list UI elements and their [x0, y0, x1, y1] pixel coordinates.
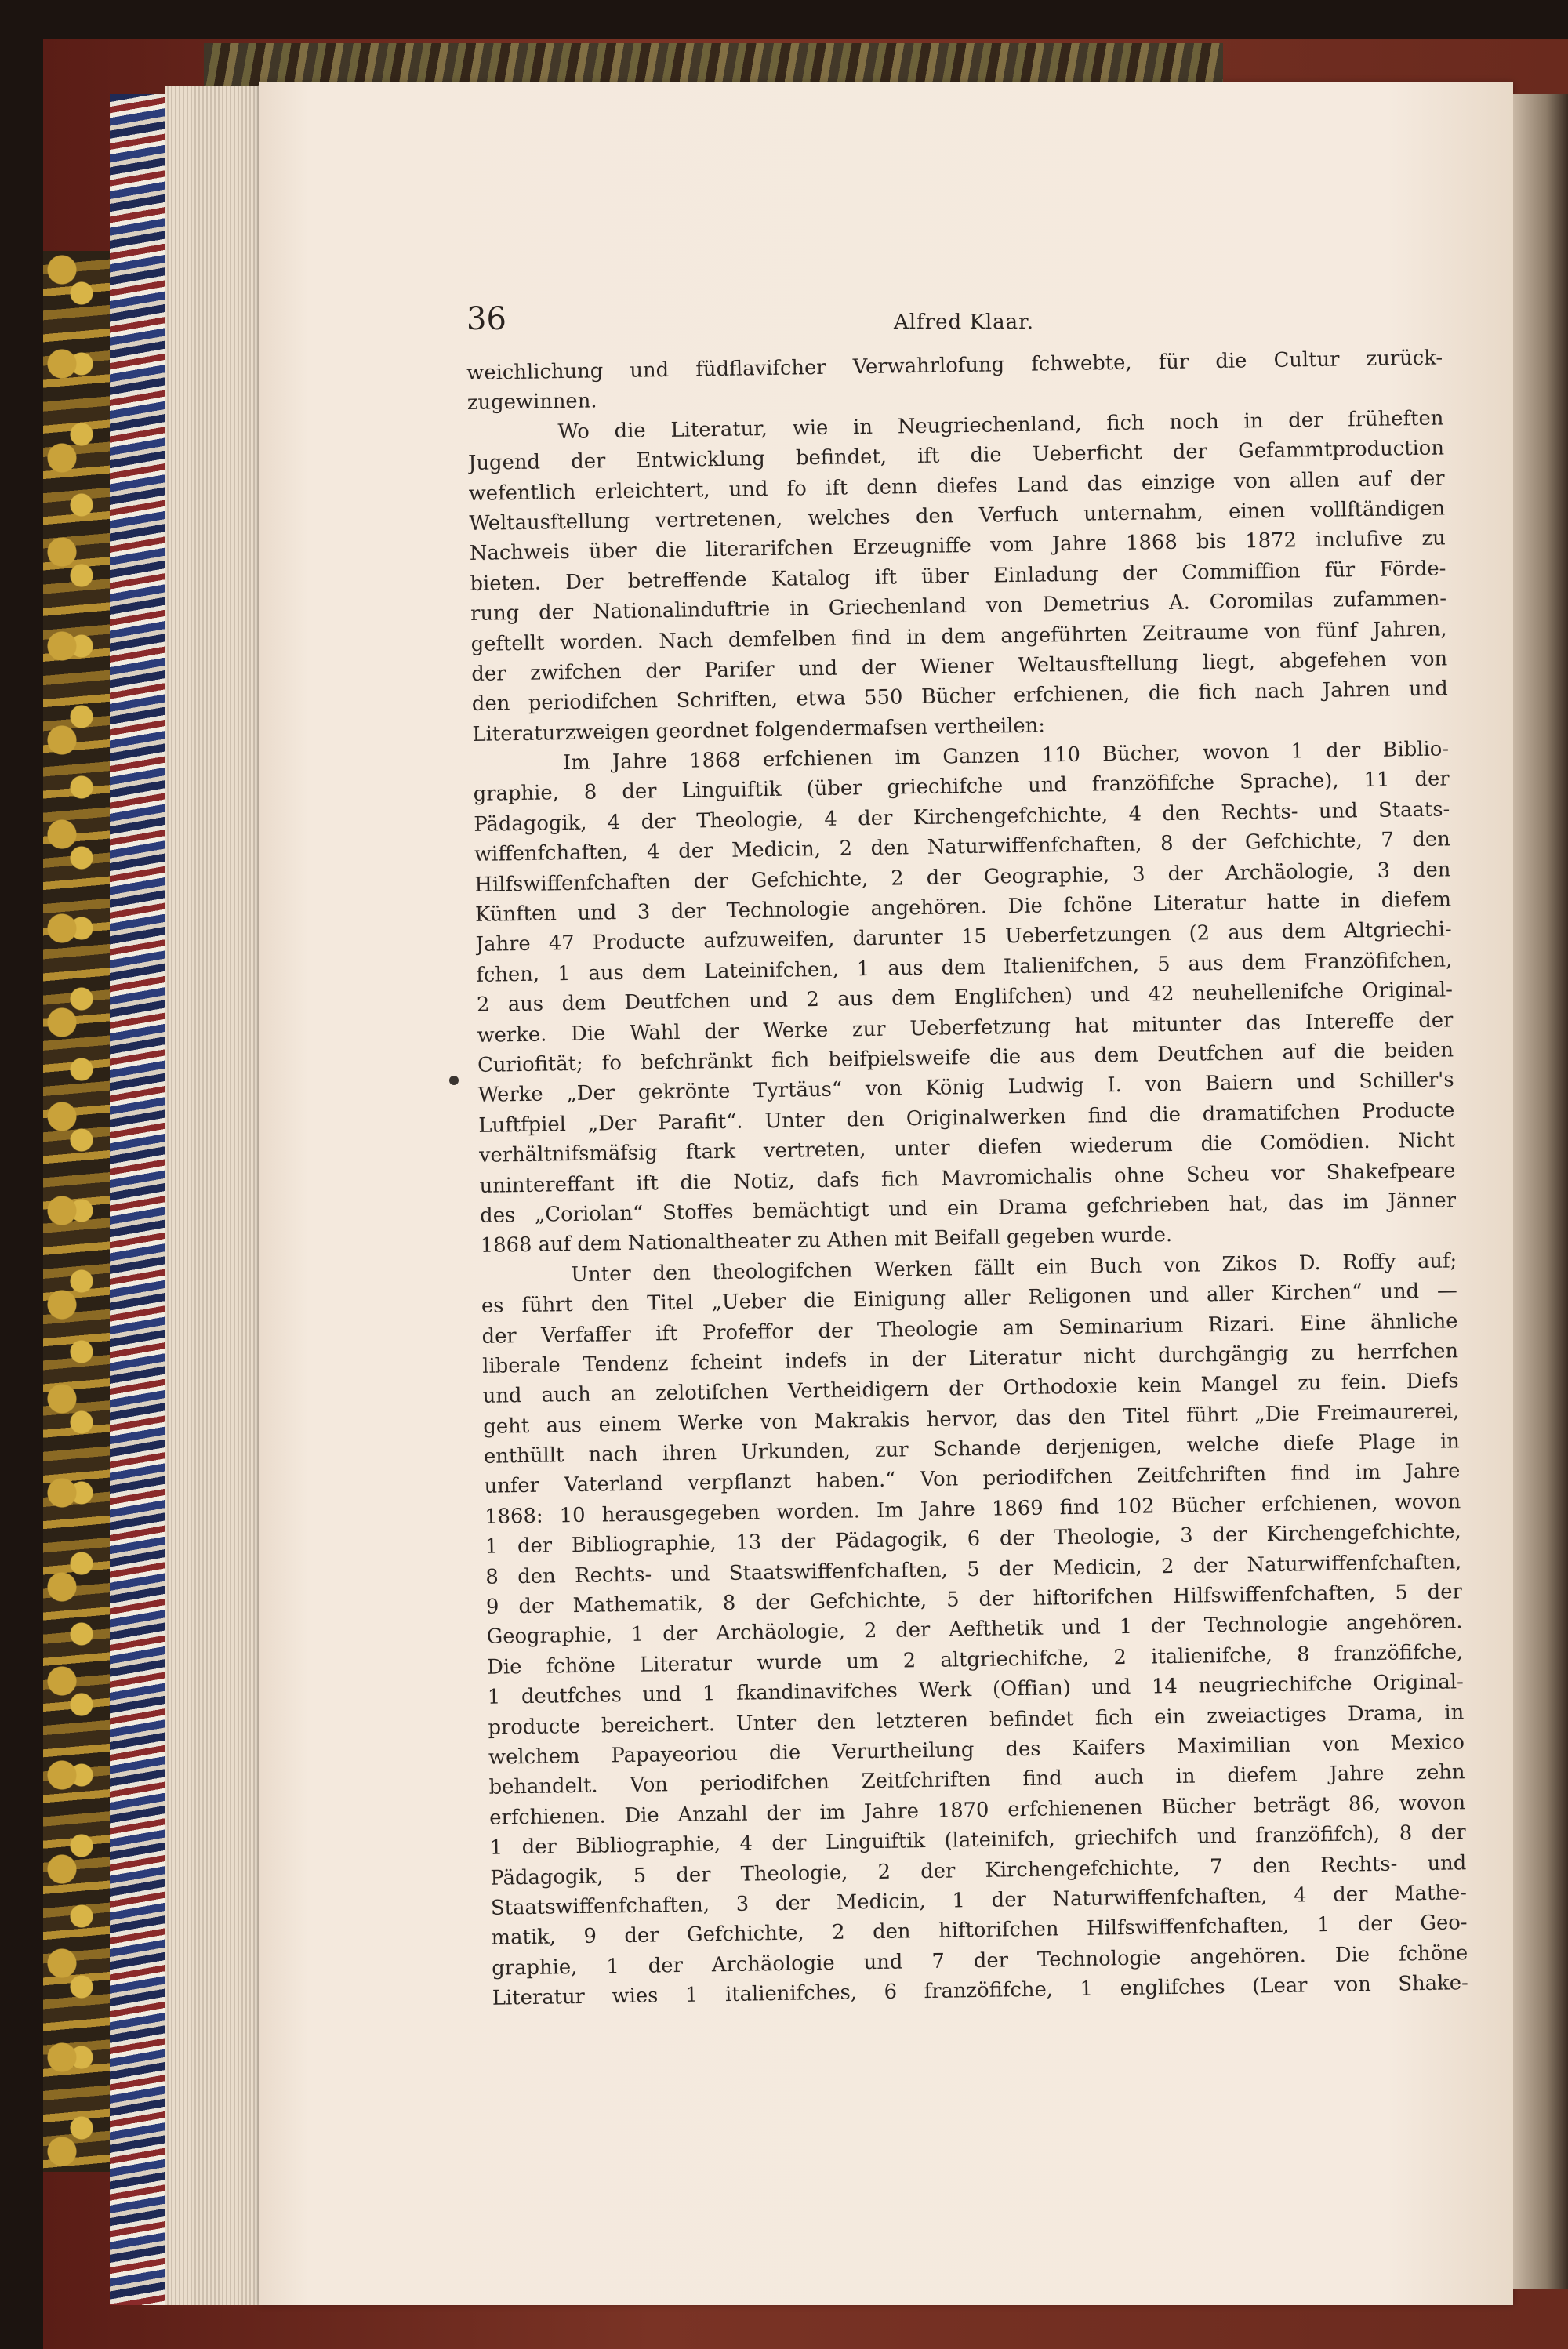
text-line: graphie, 1 der Archäologie und 7 der Technologie angehören. Die fchöne [492, 1941, 1468, 1980]
text-line: der zwifchen der Parifer und der Wiener Weltausftellung liegt, abgefehen von [471, 647, 1448, 686]
text-line: geht aus einem Werke von Makrakis hervor, das den Titel führt „Die Freimaurerei, [483, 1399, 1460, 1439]
text-line: Wo die Literatur, wie in Neugriechenland, fich noch in der früheften [557, 406, 1444, 444]
text-line: Unter den theologifchen Werken fällt ein Buch von Zikos D. Roffy auf; [571, 1249, 1457, 1287]
text-line: behandelt. Von periodifchen Zeitfchriften find auch in diefem Jahre zehn [488, 1760, 1465, 1800]
text-line: weichlichung und füdflavifcher Verwahrlofung fchwebte, für die Cultur zurück- [466, 346, 1443, 385]
cover-marbling-top [204, 43, 1223, 86]
text-line: Die fchöne Literatur wurde um 2 altgriechifche, 2 italienifche, 8 franzöfifche, [486, 1640, 1464, 1679]
text-line: Werke „Der gekrönte Tyrtäus“ von König Ludwig I. von Baiern und Schiller's [477, 1068, 1454, 1108]
text-line: verhältnifsmäfsig ftark vertreten, unter diefen wiederum die Comödien. Nicht [478, 1128, 1456, 1168]
text-line: Im Jahre 1868 erfchienen im Ganzen 110 Bücher, wovon 1 der Biblio- [562, 737, 1450, 775]
text-line: wiffenfchaften, 4 der Medicin, 2 den Naturwiffenfchaften, 8 der Gefchichte, 7 den [474, 827, 1451, 867]
page-header [466, 301, 1062, 340]
text-line: den periodifchen Schriften, etwa 550 Bücher erfchienen, die fich nach Jahren und [471, 677, 1449, 717]
text-line: Literaturzweigen geordnet folgendermafsen vertheilen: [472, 713, 1046, 746]
running-head: Alfred Klaar. [894, 310, 1035, 334]
text-line: Jahre 47 Producte aufzuweifen, darunter 15 Ueberfetzungen (2 aus dem Altgriechi- [475, 917, 1452, 957]
text-line: der Verfaffer ift Profeffor der Theologie am Seminarium Rizari. Eine ähnliche [481, 1309, 1458, 1349]
text-line: wefentlich erleichtert, und fo ift denn diefes Land das einzige von allen auf der [468, 466, 1445, 506]
text-line: Künften und 3 der Technologie angehören. Die fchöne Literatur hatte in diefem [474, 888, 1452, 927]
text-line: zugewinnen. [466, 389, 597, 416]
text-line: 1 deutfches und 1 fkandinavifches Werk (Offian) und 14 neugriechifche Original- [487, 1670, 1464, 1709]
page-number: 36 [466, 301, 506, 337]
text-line: Pädagogik, 5 der Theologie, 2 der Kirchengefchichte, 7 den Rechts- und [490, 1850, 1467, 1890]
cover-marbling-left [43, 251, 118, 2172]
text-line: Jugend der Entwicklung befindet, ift die Ueberficht der Gefammtproduction [467, 436, 1445, 476]
text-line: geftellt worden. Nach demfelben find in dem angeführten Zeitraume von fünf Jahren, [470, 616, 1447, 656]
text-line: unfer Vaterland verpflanzt haben.“ Von periodifchen Zeitfchriften find im Jahre [484, 1459, 1461, 1499]
text-line: des „Coriolan“ Stoffes bemächtigt und ein Drama gefchrieben hat, das im Jänner [479, 1189, 1457, 1228]
text-line: erfchienen. Die Anzahl der im Jahre 1870 erfchienenen Bücher beträgt 86, wovon [489, 1790, 1466, 1830]
text-line: 1 der Bibliographie, 4 der Linguiftik (lateinifch, griechifch und franzöfifch), 8 der [489, 1821, 1466, 1860]
text-line: Weltausftellung vertretenen, welches den Verfuch unternahm, einen vollftändigen [469, 496, 1446, 536]
text-line: rung der Nationalinduftrie in Griechenland von Demetrius A. Coromilas zufammen- [470, 586, 1447, 626]
text-line: Hilfswiffenfchaften der Gefchichte, 2 der Geographie, 3 der Archäologie, 3 den [474, 858, 1451, 897]
text-line: 2 aus dem Deutfchen und 2 aus dem Englifchen) und 42 neuhellenifche Original- [476, 978, 1454, 1018]
text-line: Geographie, 1 der Archäologie, 2 der Aefthetik und 1 der Technologie angehören. [486, 1610, 1463, 1650]
text-line: Literatur wies 1 italienifches, 6 franzöfifche, 1 englifches (Lear von Shake- [492, 1971, 1468, 2010]
text-line: matik, 9 der Gefchichte, 2 den hiftorifchen Hilfswiffenfchaften, 1 der Geo- [491, 1911, 1468, 1951]
text-line: 9 der Mathematik, 8 der Gefchichte, 5 der hiftorifchen Hilfswiffenfchaften, 5 der [485, 1580, 1463, 1619]
text-line: Curiofität; fo befchränkt fich beifpielsweife die aus dem Deutfchen auf die beiden [477, 1038, 1454, 1077]
text-line: welchem Papayeoriou die Verurtheilung des Kaifers Maximilian von Mexico [488, 1730, 1465, 1770]
text-line: bieten. Der betreffende Katalog ift über Einladung der Commiffion für Förde- [470, 557, 1446, 596]
text-line: fchen, 1 aus dem Lateinifchen, 1 aus dem Italienifchen, 5 aus dem Franzöfifchen, [476, 948, 1453, 987]
text-line: producte bereichert. Unter den letzteren befindet fich ein zweiactiges Drama, in [488, 1700, 1465, 1740]
text-line: Pädagogik, 4 der Theologie, 4 der Kirchengefchichte, 4 den Rechts- und Staats- [474, 797, 1450, 837]
text-line: Staatswiffenfchaften, 3 der Medicin, 1 der Naturwiffenfchaften, 4 der Mathe- [490, 1881, 1468, 1920]
text-line: Luftfpiel „Der Parafit“. Unter den Originalwerken find die dramatifchen Producte [478, 1098, 1455, 1138]
text-line: graphie, 8 der Linguiftik (über griechifche und franzöfifche Sprache), 11 der [473, 767, 1450, 807]
text-line: liberale Tendenz fcheint indefs in der Literatur nicht durchgängig zu herrfchen [481, 1339, 1459, 1378]
text-line: werke. Die Wahl der Werke zur Ueberfetzung hat mitunter das Intereffe der [477, 1007, 1454, 1047]
text-line: und auch an zelotifchen Vertheidigern der Orthodoxie kein Mangel zu fein. Diefs [482, 1369, 1459, 1409]
text-line: 8 den Rechts- und Staatswiffenfchaften, 5 der Medicin, 2 der Naturwiffenfchaften, [485, 1549, 1462, 1589]
text-line: 1868: 10 herausgegeben worden. Im Jahre 1869 find 102 Bücher erfchienen, wovon [484, 1490, 1461, 1529]
text-line: 1868 auf dem Nationaltheater zu Athen mit Beifall gegeben wurde. [480, 1223, 1173, 1258]
body-text [466, 343, 1468, 2013]
margin-mark [449, 1076, 459, 1085]
text-line: unintereffant ift die Notiz, dafs fich Mavromichalis ohne Scheu vor Shakefpeare [479, 1158, 1456, 1198]
text-line: es führt den Titel „Ueber die Einigung aller Religonen und aller Kirchen“ und — [481, 1279, 1458, 1318]
next-page-edge [1513, 94, 1568, 2289]
page-edges [165, 86, 267, 2305]
text-line: Nachweis über die literarifchen Erzeugniffe vom Jahre 1868 bis 1872 inclufive zu [469, 526, 1446, 566]
text-line: 1 der Bibliographie, 13 der Pädagogik, 6 der Theologie, 3 der Kirchengefchichte, [485, 1519, 1461, 1559]
text-line: enthüllt nach ihren Urkunden, zur Schande derjenigen, welche diefe Plage in [483, 1429, 1461, 1469]
endpaper-marbling-strip [110, 94, 165, 2305]
